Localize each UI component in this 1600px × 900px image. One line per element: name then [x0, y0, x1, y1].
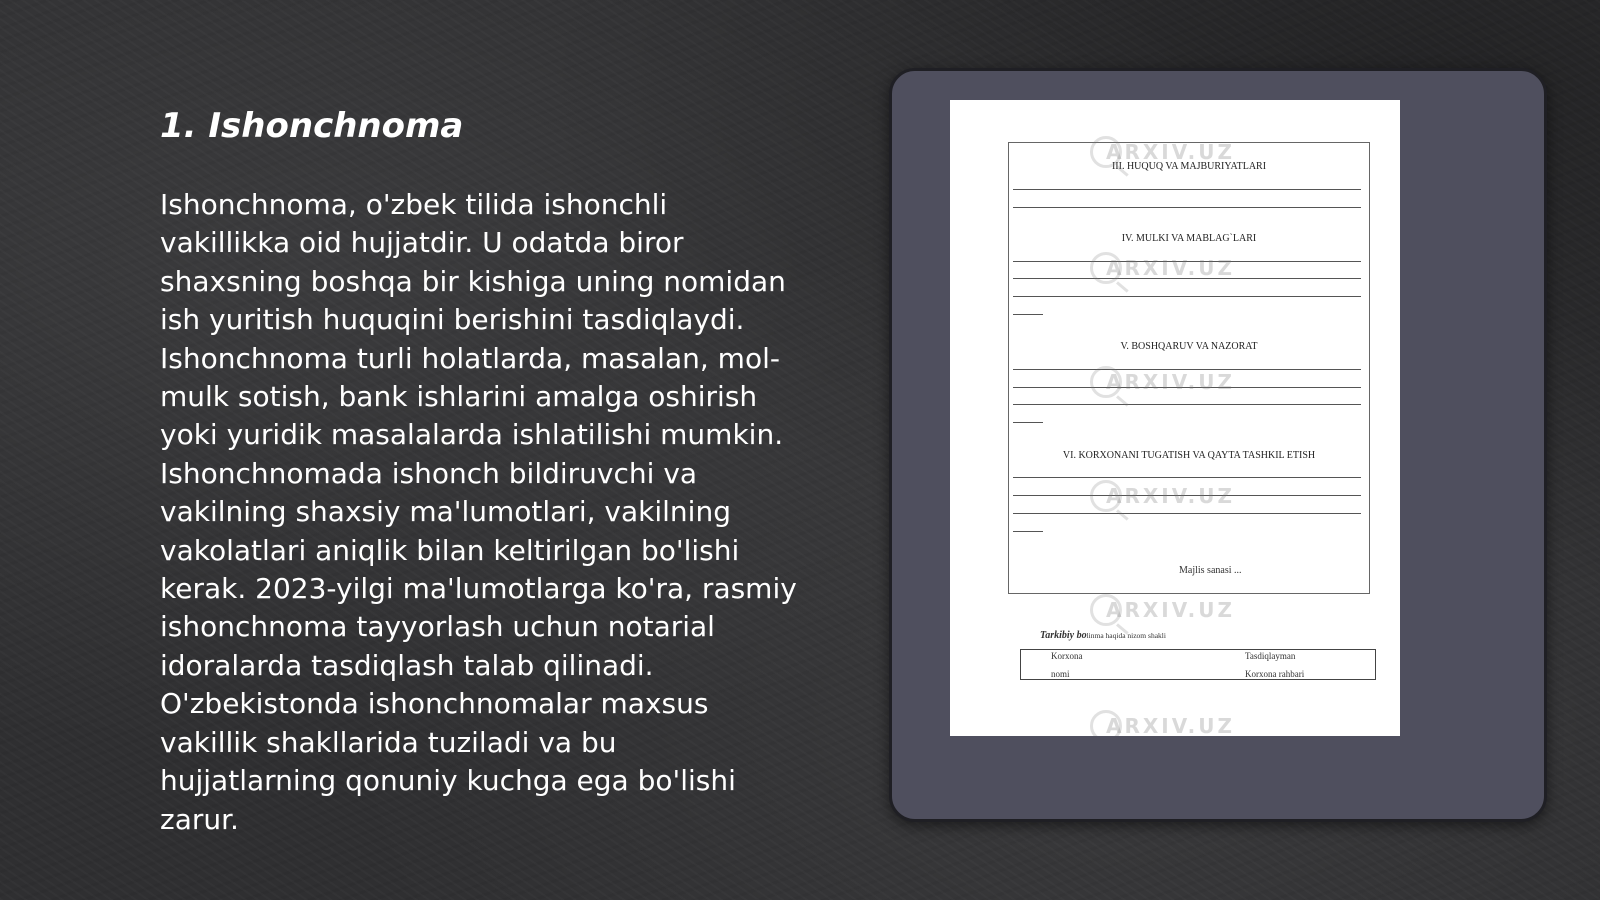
director-label: Korxona rahbari	[1245, 669, 1305, 679]
body-line: vakillik shakllarida tuziladi va bu	[160, 725, 617, 759]
fill-line	[1013, 404, 1361, 405]
fill-line	[1013, 296, 1361, 297]
caption-bold-text: Tarkibiy bo	[1040, 630, 1087, 641]
fill-line	[1013, 531, 1043, 532]
watermark: ARXIV.UZ	[1106, 256, 1235, 280]
section-heading: III. HUQUQ VA MAJBURIYATLARI	[1111, 161, 1267, 172]
slide-body-text	[160, 186, 840, 839]
fill-line	[1013, 513, 1361, 514]
fill-line	[1013, 314, 1043, 315]
section-heading: V. BOSHQARUV VA NAZORAT	[1120, 341, 1258, 352]
body-line: Ishonchnomada ishonch bildiruvchi va	[160, 456, 698, 490]
body-line: yoki yuridik masalalarda ishlatilishi mumkin.	[160, 418, 784, 452]
section-heading: VI. KORXONANI TUGATISH VA QAYTA TASHKIL ETISH	[1062, 450, 1316, 461]
document-frame	[1008, 142, 1370, 594]
document-page	[950, 100, 1400, 736]
body-line: mulk sotish, bank ishlarini amalga oshirish	[160, 380, 758, 414]
fill-line	[1013, 207, 1361, 208]
watermark: ARXIV.UZ	[1106, 598, 1235, 622]
body-line: Ishonchnoma turli holatlarda, masalan, mol-	[160, 341, 780, 375]
slide-title: 1. Ishonchnoma	[160, 106, 464, 146]
body-line: O'zbekistonda ishonchnomalar maxsus	[160, 687, 709, 721]
fill-line	[1013, 477, 1361, 478]
body-line: hujjatlarning qonuniy kuchga ega bo'lishi	[160, 764, 736, 798]
body-line: kerak. 2023-yilgi ma'lumotlarga ko'ra, rasmiy	[160, 572, 797, 606]
company-name-label: nomi	[1051, 669, 1070, 679]
watermark: ARXIV.UZ	[1106, 370, 1235, 394]
meeting-date: Majlis sanasi ...	[1179, 565, 1242, 576]
body-line: ish yuritish huquqini berishini tasdiqlaydi.	[160, 303, 745, 337]
form-caption	[1040, 630, 1166, 641]
body-line: Ishonchnoma, o'zbek tilida ishonchli	[160, 188, 668, 221]
body-line: vakillikka oid hujjatdir. U odatda biror	[160, 226, 684, 260]
watermark: ARXIV.UZ	[1106, 140, 1235, 164]
caption-text: linma haqida nizom shakli	[1086, 631, 1166, 640]
body-line: zarur.	[160, 802, 239, 836]
body-line: vakilning shaxsiy ma'lumotlari, vakilning	[160, 495, 731, 529]
approve-label: Tasdiqlayman	[1245, 651, 1296, 661]
body-line: idoralarda tasdiqlash talab qilinadi.	[160, 648, 654, 682]
watermark: ARXIV.UZ	[1106, 484, 1235, 508]
fill-line	[1013, 189, 1361, 190]
signature-table	[1020, 649, 1376, 680]
body-line: vakolatlari aniqlik bilan keltirilgan bo'lishi	[160, 533, 740, 567]
body-line: shaxsning boshqa bir kishiga uning nomidan	[160, 264, 786, 298]
body-line: ishonchnoma tayyorlash uchun notarial	[160, 610, 715, 644]
watermark: ARXIV.UZ	[1106, 714, 1235, 736]
section-heading: IV. MULKI VA MABLAG`LARI	[1121, 233, 1257, 244]
fill-line	[1013, 422, 1043, 423]
company-label: Korxona	[1051, 651, 1083, 661]
